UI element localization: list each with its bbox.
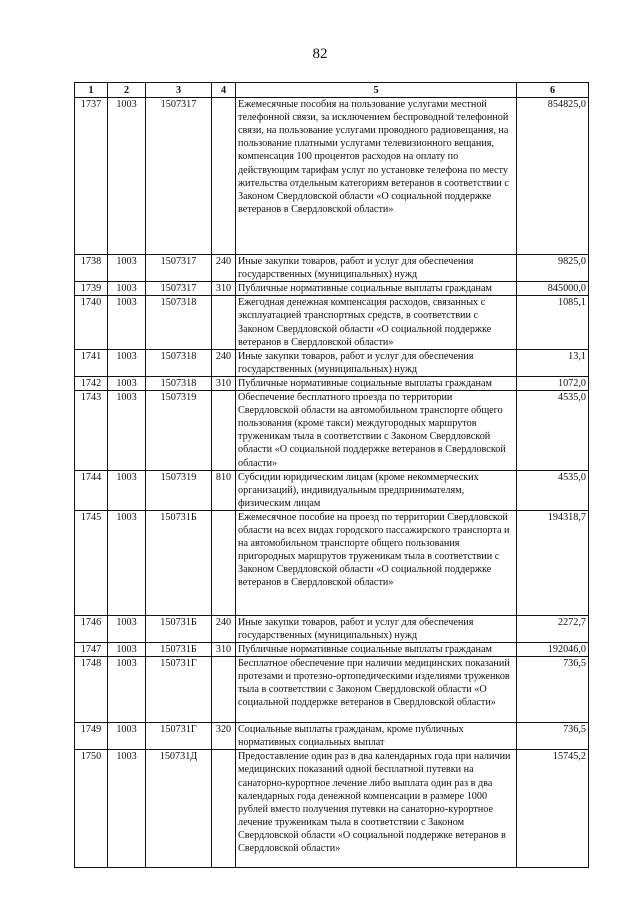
section-code-cell: 1003	[108, 723, 146, 750]
expense-type-cell	[212, 296, 236, 349]
amount-cell: 845000,0	[517, 282, 589, 296]
row-number-cell: 1744	[75, 470, 108, 510]
target-article-cell: 150731Б	[146, 643, 212, 657]
target-article-cell: 1507317	[146, 282, 212, 296]
table-row	[75, 255, 589, 282]
description-cell: Ежемесячные пособия на пользование услугами местной телефонной связи, за исключением беспроводной телефонной связи, на пользование услугами проводного радиовещания, на пользование платными услугами телевизионного вещания, компенсация 100 процентов расходов на оплату по действующим тарифам услуг по установке телефона по месту жительства отдельным категориям ветеранов в соответствии с Законом Свердловской области «О социальной поддержке ветеранов в Свердловской области»	[236, 98, 517, 255]
target-article-cell: 150731Б	[146, 615, 212, 642]
expense-type-cell: 810	[212, 470, 236, 510]
amount-cell: 192046,0	[517, 643, 589, 657]
amount-cell: 854825,0	[517, 98, 589, 255]
table-row	[75, 643, 589, 657]
description-cell: Публичные нормативные социальные выплаты гражданам	[236, 643, 517, 657]
column-header: 2	[108, 83, 146, 98]
description-cell: Обеспечение бесплатного проезда по территории Свердловской области на автомобильном транспорте общего пользования (кроме такси) междугородных маршрутов труженикам тыла в соответствии с Законом Свердловской области «О социальной поддержке ветеранов в Свердловской области»	[236, 391, 517, 471]
table-row	[75, 282, 589, 296]
description-cell: Бесплатное обеспечение при наличии медицинских показаний протезами и протезно-ортопедическими изделиями труженков тыла в соответствии с Законом Свердловской области «О социальной поддержке ветеранов в Свердловской области»	[236, 657, 517, 723]
expense-type-cell: 310	[212, 376, 236, 390]
expense-type-cell: 240	[212, 255, 236, 282]
target-article-cell: 150731Б	[146, 510, 212, 615]
page-number: 82	[312, 46, 328, 62]
table-row	[75, 615, 589, 642]
description-cell: Публичные нормативные социальные выплаты гражданам	[236, 282, 517, 296]
table-header-row	[75, 83, 589, 98]
description-cell: Ежегодная денежная компенсация расходов, связанных с эксплуатацией транспортных средств, в соответствии с Законом Свердловской области «О социальной поддержке ветеранов в Свердловской области»	[236, 296, 517, 349]
amount-cell: 194318,7	[517, 510, 589, 615]
table-row	[75, 349, 589, 376]
section-code-cell: 1003	[108, 615, 146, 642]
table-row	[75, 657, 589, 723]
description-cell: Субсидии юридическим лицам (кроме некоммерческих организаций), индивидуальным предпринимателям, физическим лицам	[236, 470, 517, 510]
expense-type-cell: 240	[212, 615, 236, 642]
description-cell: Иные закупки товаров, работ и услуг для обеспечения государственных (муниципальных) нужд	[236, 349, 517, 376]
section-code-cell: 1003	[108, 657, 146, 723]
amount-cell: 736,5	[517, 657, 589, 723]
section-code-cell: 1003	[108, 750, 146, 868]
amount-cell: 15745,2	[517, 750, 589, 868]
amount-cell: 1072,0	[517, 376, 589, 390]
description-cell: Иные закупки товаров, работ и услуг для обеспечения государственных (муниципальных) нужд	[236, 255, 517, 282]
amount-cell: 4535,0	[517, 391, 589, 471]
row-number-cell: 1743	[75, 391, 108, 471]
column-header: 1	[75, 83, 108, 98]
row-number-cell: 1747	[75, 643, 108, 657]
target-article-cell: 1507318	[146, 376, 212, 390]
row-number-cell: 1739	[75, 282, 108, 296]
expense-type-cell	[212, 657, 236, 723]
column-header: 3	[146, 83, 212, 98]
column-header: 5	[236, 83, 517, 98]
amount-cell: 9825,0	[517, 255, 589, 282]
table-row	[75, 296, 589, 349]
section-code-cell: 1003	[108, 391, 146, 471]
description-cell: Публичные нормативные социальные выплаты гражданам	[236, 376, 517, 390]
section-code-cell: 1003	[108, 255, 146, 282]
table-row	[75, 98, 589, 255]
row-number-cell: 1748	[75, 657, 108, 723]
section-code-cell: 1003	[108, 510, 146, 615]
expense-type-cell	[212, 391, 236, 471]
amount-cell: 4535,0	[517, 470, 589, 510]
row-number-cell: 1737	[75, 98, 108, 255]
expense-type-cell	[212, 98, 236, 255]
row-number-cell: 1749	[75, 723, 108, 750]
target-article-cell: 150731Д	[146, 750, 212, 868]
description-cell: Иные закупки товаров, работ и услуг для обеспечения государственных (муниципальных) нужд	[236, 615, 517, 642]
table-row	[75, 470, 589, 510]
row-number-cell: 1738	[75, 255, 108, 282]
expense-type-cell: 310	[212, 643, 236, 657]
section-code-cell: 1003	[108, 349, 146, 376]
target-article-cell: 150731Г	[146, 723, 212, 750]
amount-cell: 1085,1	[517, 296, 589, 349]
amount-cell: 736,5	[517, 723, 589, 750]
section-code-cell: 1003	[108, 98, 146, 255]
target-article-cell: 1507319	[146, 470, 212, 510]
description-cell: Ежемесячное пособие на проезд по территории Свердловской области на всех видах городского пассажирского транспорта и на автомобильном транспорте общего пользования пригородных маршрутов труженикам тыла в соответствии с Законом Свердловской области «О социальной поддержке ветеранов в Свердловской области»	[236, 510, 517, 615]
expense-type-cell: 320	[212, 723, 236, 750]
description-cell: Предоставление один раз в два календарных года при наличии медицинских показаний одной бесплатной путевки на санаторно-курортное лечение либо выплата один раз в два календарных года денежной компенсации в размере 1000 рублей вместо получения путевки на санаторно-курортное лечение труженикам тыла в соответствии с Законом Свердловской области «О социальной поддержке ветеранов в Свердловской области»	[236, 750, 517, 868]
target-article-cell: 1507317	[146, 98, 212, 255]
section-code-cell: 1003	[108, 296, 146, 349]
row-number-cell: 1741	[75, 349, 108, 376]
table-row	[75, 750, 589, 868]
section-code-cell: 1003	[108, 470, 146, 510]
table-row	[75, 510, 589, 615]
description-cell: Социальные выплаты гражданам, кроме публичных нормативных социальных выплат	[236, 723, 517, 750]
row-number-cell: 1745	[75, 510, 108, 615]
expense-type-cell: 240	[212, 349, 236, 376]
target-article-cell: 1507318	[146, 349, 212, 376]
target-article-cell: 1507317	[146, 255, 212, 282]
row-number-cell: 1742	[75, 376, 108, 390]
target-article-cell: 1507318	[146, 296, 212, 349]
row-number-cell: 1740	[75, 296, 108, 349]
section-code-cell: 1003	[108, 282, 146, 296]
amount-cell: 13,1	[517, 349, 589, 376]
column-header: 6	[517, 83, 589, 98]
table-row	[75, 391, 589, 471]
row-number-cell: 1750	[75, 750, 108, 868]
target-article-cell: 1507319	[146, 391, 212, 471]
amount-cell: 2272,7	[517, 615, 589, 642]
table-row	[75, 723, 589, 750]
section-code-cell: 1003	[108, 643, 146, 657]
section-code-cell: 1003	[108, 376, 146, 390]
expense-type-cell	[212, 750, 236, 868]
table-row	[75, 376, 589, 390]
column-header: 4	[212, 83, 236, 98]
target-article-cell: 150731Г	[146, 657, 212, 723]
budget-table	[74, 82, 589, 868]
expense-type-cell: 310	[212, 282, 236, 296]
row-number-cell: 1746	[75, 615, 108, 642]
expense-type-cell	[212, 510, 236, 615]
